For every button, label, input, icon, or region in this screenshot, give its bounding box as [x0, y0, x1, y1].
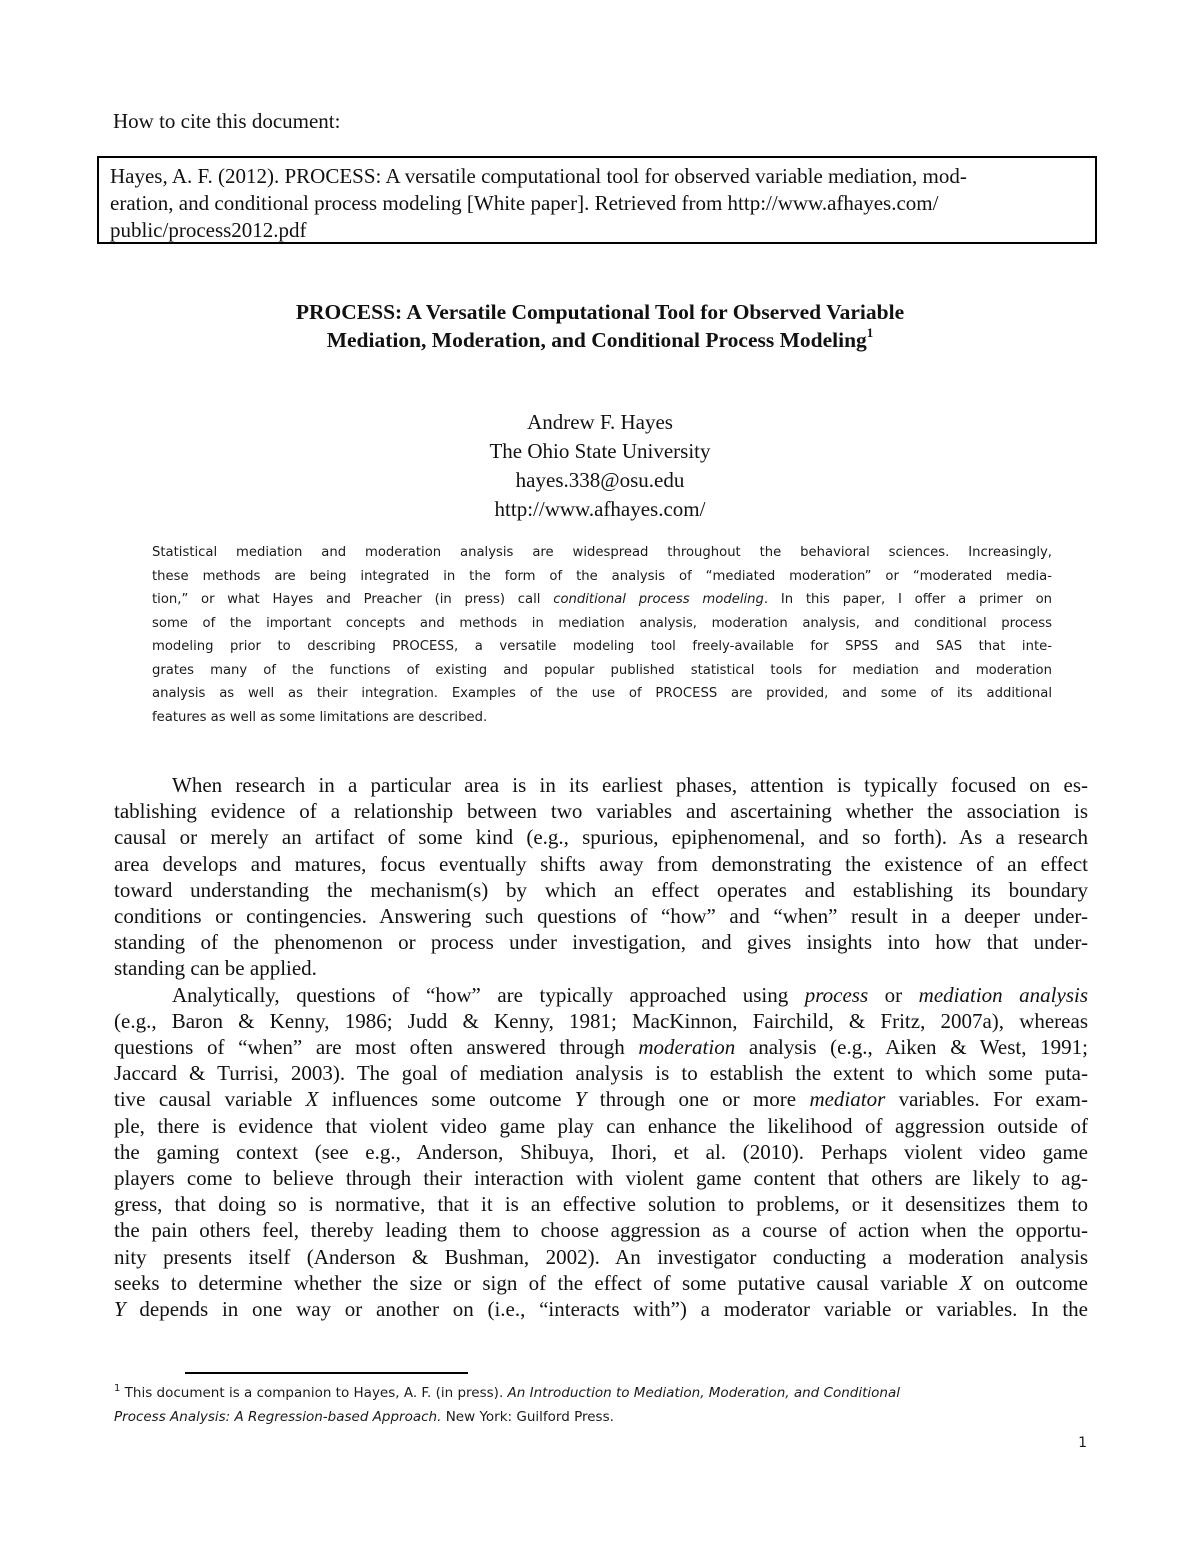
- body-text-run: or: [868, 982, 919, 1007]
- body-emphasis: moderation: [638, 1035, 736, 1060]
- footnote-emphasis: Process Analysis: A Regression-based Approach.: [114, 1409, 442, 1425]
- body-line: [114, 1296, 1088, 1322]
- body-line: standing can be applied.: [114, 956, 317, 981]
- body-line: the pain others feel, thereby leading them to choose aggression as a course of action when the opportu-: [114, 1218, 1088, 1243]
- abstract-line: features as well as some limitations are described.: [152, 709, 488, 725]
- body-line: the gaming context (see e.g., Anderson, Shibuya, Ihori, et al. (2010). Perhaps violent video game: [114, 1139, 1088, 1164]
- abstract-line: modeling prior to describing PROCESS, a versatile modeling tool freely-available for SPSS and SAS that inte-: [152, 639, 1052, 654]
- abstract-line: grates many of the functions of existing and popular published statistical tools for mediation and moderation: [152, 662, 1052, 678]
- body-line: players come to believe through their interaction with violent game content that others are likely to ag-: [114, 1166, 1088, 1191]
- body-line: tablishing evidence of a relationship between two variables and ascertaining whether the association is: [114, 799, 1088, 824]
- body-emphasis: Y: [574, 1087, 587, 1112]
- citation-box: [97, 156, 1097, 244]
- body-line: [114, 982, 1088, 1008]
- author-name: Andrew F. Hayes: [527, 410, 673, 434]
- body-text-run: questions of “when” are most often answered through: [114, 1035, 639, 1060]
- footnote-line: [114, 1381, 1074, 1405]
- body-line: [114, 1086, 1088, 1112]
- body-line: causal or merely an artifact of some kind (e.g., spurious, epiphenomenal, and so forth). As a research: [114, 825, 1088, 850]
- author-email: hayes.338@osu.edu: [515, 468, 685, 492]
- author-website: http://www.afhayes.com/: [494, 497, 706, 521]
- body-line: toward understanding the mechanism(s) by which an effect operates and establishing its boundary: [114, 877, 1088, 902]
- body-line: ple, there is evidence that violent video game play can enhance the likelihood of aggression outside of: [114, 1113, 1088, 1138]
- abstract-line: Statistical mediation and moderation analysis are widespread throughout the behavioral sciences. Increasingly,: [152, 545, 1052, 560]
- title-line: [170, 326, 1030, 354]
- paper-title: [170, 298, 1030, 354]
- abstract-text: . In this paper, I offer a primer on: [763, 592, 1053, 607]
- title-line: PROCESS: A Versatile Computational Tool for Observed Variable: [295, 300, 905, 324]
- footnote-divider: [185, 1372, 468, 1374]
- body-line: area develops and matures, focus eventually shifts away from demonstrating the existence of an effect: [114, 851, 1088, 876]
- abstract-line: [152, 588, 1052, 612]
- body-text-run: influences some outcome: [318, 1087, 575, 1112]
- body-line: conditions or contingencies. Answering such questions of “how” and “when” result in a deeper under-: [114, 904, 1088, 929]
- body-text-run: through one or more: [586, 1087, 810, 1112]
- abstract-line: some of the important concepts and methods in mediation analysis, moderation analysis, and conditional process: [152, 615, 1052, 631]
- body-line: (e.g., Baron & Kenny, 1986; Judd & Kenny, 1981; MacKinnon, Fairchild, & Fritz, 2007a), whereas: [114, 1008, 1088, 1033]
- abstract-line: analysis as well as their integration. Examples of the use of PROCESS are provided, and some of its additional: [152, 686, 1052, 701]
- footnote-emphasis: An Introduction to Mediation, Moderation, and Conditional: [507, 1385, 900, 1401]
- footnote-text: New York: Guilford Press.: [441, 1409, 614, 1425]
- abstract-line: these methods are being integrated in the form of the analysis of “mediated moderation” or “moderated media-: [152, 568, 1052, 584]
- body-emphasis: mediator: [809, 1087, 886, 1112]
- abstract: [152, 541, 1052, 729]
- author-block: [300, 408, 900, 524]
- body-text-run: Analytically, questions of “how” are typically approached using: [172, 982, 805, 1007]
- footnote-text: This document is a companion to Hayes, A. F. (in press).: [120, 1385, 508, 1401]
- body-emphasis: Y: [114, 1297, 126, 1322]
- body-text-run: seeks to determine whether the size or sign of the effect of some putative causal variable: [114, 1270, 960, 1295]
- body-line: Jaccard & Turrisi, 2003). The goal of mediation analysis is to establish the extent to which some puta-: [114, 1061, 1088, 1086]
- footnote: [114, 1381, 1074, 1429]
- body-text-run: depends in one way or another on (i.e., “interacts with”) a moderator variable or variables. In the: [125, 1297, 1088, 1322]
- cite-heading: How to cite this document:: [113, 109, 341, 133]
- title-footnote-mark: 1: [866, 325, 874, 340]
- body-text-run: tive causal variable: [114, 1087, 306, 1112]
- body-line: [114, 1270, 1088, 1296]
- citation-line: eration, and conditional process modeling [White paper]. Retrieved from http://www.afhayes.com/: [110, 191, 939, 215]
- body-line: [114, 1034, 1088, 1060]
- body-text-run: variables. For exam-: [885, 1087, 1088, 1112]
- title-line-text: Mediation, Moderation, and Conditional Process Modeling: [326, 328, 867, 352]
- abstract-text: tion,” or what Hayes and Preacher (in press) call: [152, 592, 554, 607]
- citation-line: public/process2012.pdf: [110, 218, 307, 242]
- body-text: [114, 772, 1088, 1322]
- body-emphasis: mediation analysis: [918, 982, 1089, 1007]
- body-emphasis: X: [959, 1270, 973, 1295]
- abstract-emphasis: conditional process modeling: [553, 592, 764, 607]
- body-line: When research in a particular area is in its earliest phases, attention is typically focused on es-: [172, 773, 1088, 797]
- body-text-run: analysis (e.g., Aiken & West, 1991;: [735, 1035, 1088, 1060]
- page-number: 1: [1078, 1435, 1087, 1451]
- footnote-line: [114, 1405, 1074, 1429]
- body-line: gress, that doing so is normative, that it is an effective solution to problems, or it desensitizes them to: [114, 1192, 1088, 1217]
- citation-line: Hayes, A. F. (2012). PROCESS: A versatile computational tool for observed variable mediation, mod-: [110, 164, 967, 188]
- body-emphasis: X: [305, 1087, 319, 1112]
- body-line: standing of the phenomenon or process under investigation, and gives insights into how that under-: [114, 930, 1088, 955]
- author-affiliation: The Ohio State University: [489, 439, 711, 463]
- body-emphasis: process: [804, 982, 869, 1007]
- body-text-run: on outcome: [972, 1270, 1088, 1295]
- body-line: nity presents itself (Anderson & Bushman, 2002). An investigator conducting a moderation analysis: [114, 1244, 1088, 1269]
- footnote-mark: 1: [114, 1383, 121, 1394]
